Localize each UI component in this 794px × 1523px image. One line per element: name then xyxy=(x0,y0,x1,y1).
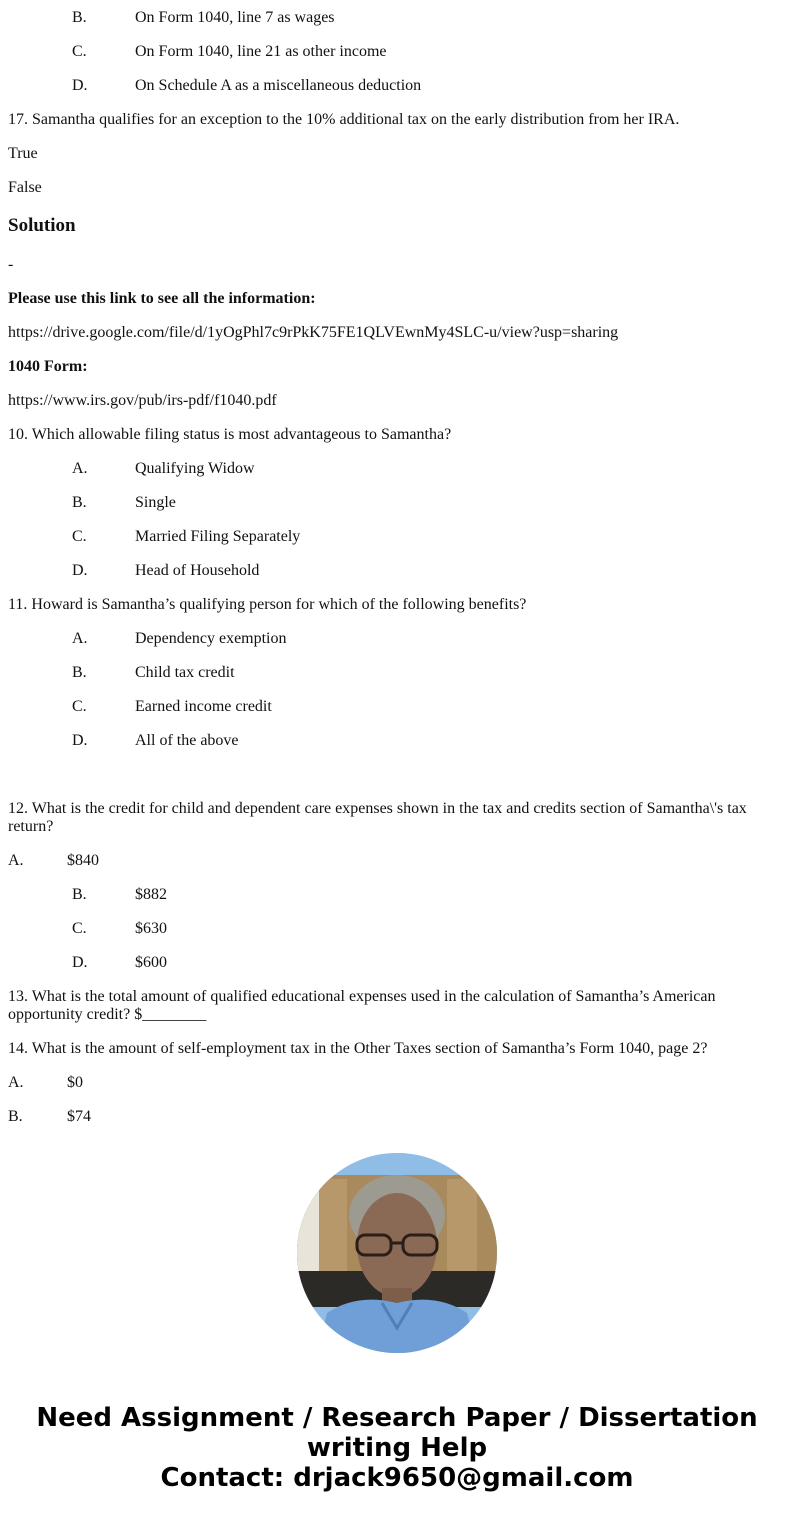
solution-heading: Solution xyxy=(8,215,76,236)
q12-option-b: B. $882 xyxy=(72,886,167,903)
q11-option-c: C. Earned income credit xyxy=(72,698,272,715)
question-13: 13. What is the total amount of qualified educational expenses used in the calculation of Samantha’s American opportunity credit? $________ xyxy=(8,988,716,1023)
author-avatar xyxy=(297,1153,497,1353)
question-10: 10. Which allowable filing status is most advantageous to Samantha? xyxy=(8,426,452,443)
q12-option-c: C. $630 xyxy=(72,920,167,937)
q11-option-a: A. Dependency exemption xyxy=(72,630,287,647)
promo-contact[interactable]: Contact: drjack9650@gmail.com xyxy=(160,1463,634,1493)
irs-form-link[interactable]: https://www.irs.gov/pub/irs-pdf/f1040.pdf xyxy=(8,392,277,409)
q10-option-b: B. Single xyxy=(72,494,176,511)
answer-false: False xyxy=(8,179,42,196)
question-12: 12. What is the credit for child and dependent care expenses shown in the tax and credits section of Samantha\'s tax return? xyxy=(8,800,747,835)
portrait-icon xyxy=(297,1153,497,1353)
promo-line-1: Need Assignment / Research Paper / Dissertation xyxy=(36,1403,758,1433)
solution-dash: - xyxy=(8,256,14,273)
q10-option-d: D. Head of Household xyxy=(72,562,260,579)
option-c: C. On Form 1040, line 21 as other income xyxy=(72,43,387,60)
q11-option-b: B. Child tax credit xyxy=(72,664,235,681)
question-14: 14. What is the amount of self-employment tax in the Other Taxes section of Samantha’s Form 1040, page 2? xyxy=(8,1040,708,1057)
q14-option-a: A. $0 xyxy=(8,1074,83,1091)
drive-link[interactable]: https://drive.google.com/file/d/1yOgPhl7c9rPkK75FE1QLVEwnMy4SLC-u/view?usp=sharing xyxy=(8,324,619,341)
promo-banner xyxy=(0,1403,794,1493)
q10-option-a: A. Qualifying Widow xyxy=(72,460,255,477)
q10-option-c: C. Married Filing Separately xyxy=(72,528,301,545)
q12-option-a: A. $840 xyxy=(8,852,99,869)
option-b: B. On Form 1040, line 7 as wages xyxy=(72,9,335,26)
promo-line-2: writing Help xyxy=(306,1433,488,1463)
question-11: 11. Howard is Samantha’s qualifying person for which of the following benefits? xyxy=(8,596,527,613)
q11-option-d: D. All of the above xyxy=(72,732,239,749)
q12-option-d: D. $600 xyxy=(72,954,167,971)
option-d: D. On Schedule A as a miscellaneous deduction xyxy=(72,77,422,94)
form-label: 1040 Form: xyxy=(8,358,88,375)
link-label: Please use this link to see all the information: xyxy=(8,290,316,307)
answer-true: True xyxy=(8,145,38,162)
question-17: 17. Samantha qualifies for an exception to the 10% additional tax on the early distribution from her IRA. xyxy=(8,111,680,128)
q14-option-b: B. $74 xyxy=(8,1108,91,1125)
